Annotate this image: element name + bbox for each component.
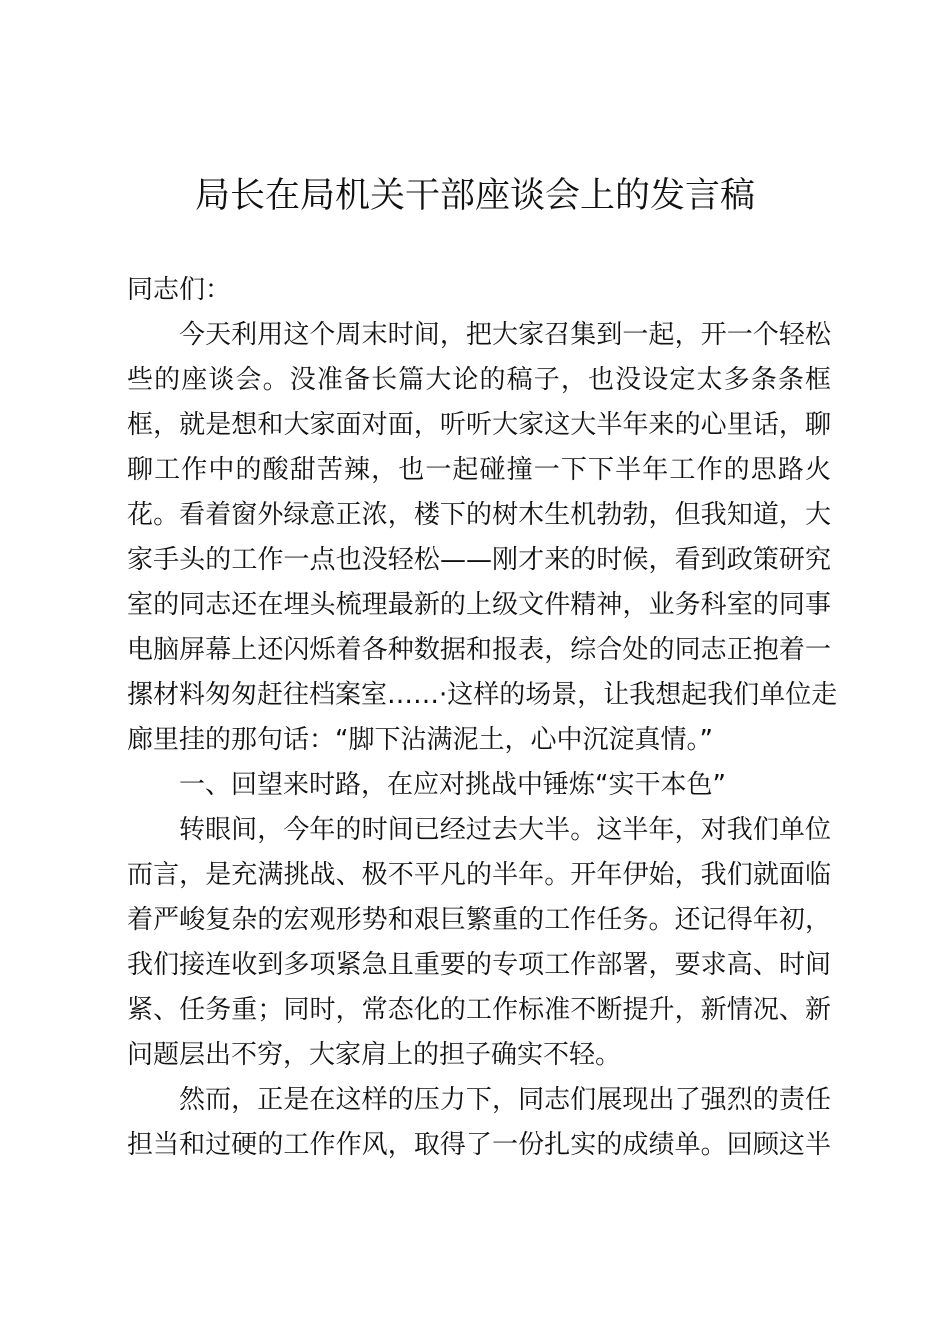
section-heading: 一、回望来时路，在应对挑战中锤炼“实干本色” [179, 770, 726, 800]
paragraph-line: 担当和过硬的工作作风，取得了一份扎实的成绩单。回顾这半 [127, 1130, 831, 1160]
paragraph-line: 问题层出不穷，大家肩上的担子确实不轻。 [127, 1040, 622, 1070]
paragraph-line: 框，就是想和大家面对面，听听大家这大半年来的心里话，聊 [127, 410, 831, 440]
paragraph-line: 我们接连收到多项紧急且重要的专项工作部署，要求高、时间 [127, 950, 831, 980]
document-title: 局长在局机关干部座谈会上的发言稿 [194, 176, 755, 216]
paragraph-line: 紧、任务重；同时，常态化的工作标准不断提升，新情况、新 [127, 995, 831, 1025]
paragraph-line: 电脑屏幕上还闪烁着各种数据和报表，综合处的同志正抱着一 [127, 635, 831, 665]
paragraph-line: 而言，是充满挑战、极不平凡的半年。开年伊始，我们就面临 [127, 860, 831, 890]
salutation-line: 同志们： [127, 275, 232, 305]
paragraph-line: 今天利用这个周末时间，把大家召集到一起，开一个轻松 [179, 320, 831, 350]
paragraph-line: 转眼间，今年的时间已经过去大半。这半年，对我们单位 [179, 815, 831, 845]
paragraph-line: 家手头的工作一点也没轻松——刚才来的时候，看到政策研究 [127, 545, 831, 575]
paragraph-line: 廊里挂的那句话：“脚下沾满泥土，心中沉淀真情。” [127, 725, 713, 755]
paragraph-line: 室的同志还在埋头梳理最新的上级文件精神，业务科室的同事 [127, 590, 831, 620]
paragraph-line: 着严峻复杂的宏观形势和艰巨繁重的工作任务。还记得年初， [127, 905, 831, 935]
document-body [127, 268, 838, 1168]
paragraph-line: 花。看着窗外绿意正浓，楼下的树木生机勃勃，但我知道，大 [127, 500, 831, 530]
paragraph-line: 些的座谈会。没准备长篇大论的稿子，也没设定太多条条框 [127, 365, 831, 395]
paragraph-line: 摞材料匆匆赶往档案室……·这样的场景，让我想起我们单位走 [127, 680, 838, 710]
paragraph-line: 然而，正是在这样的压力下，同志们展现出了强烈的责任 [179, 1085, 831, 1115]
paragraph-line: 聊工作中的酸甜苦辣，也一起碰撞一下下半年工作的思路火 [127, 455, 831, 485]
